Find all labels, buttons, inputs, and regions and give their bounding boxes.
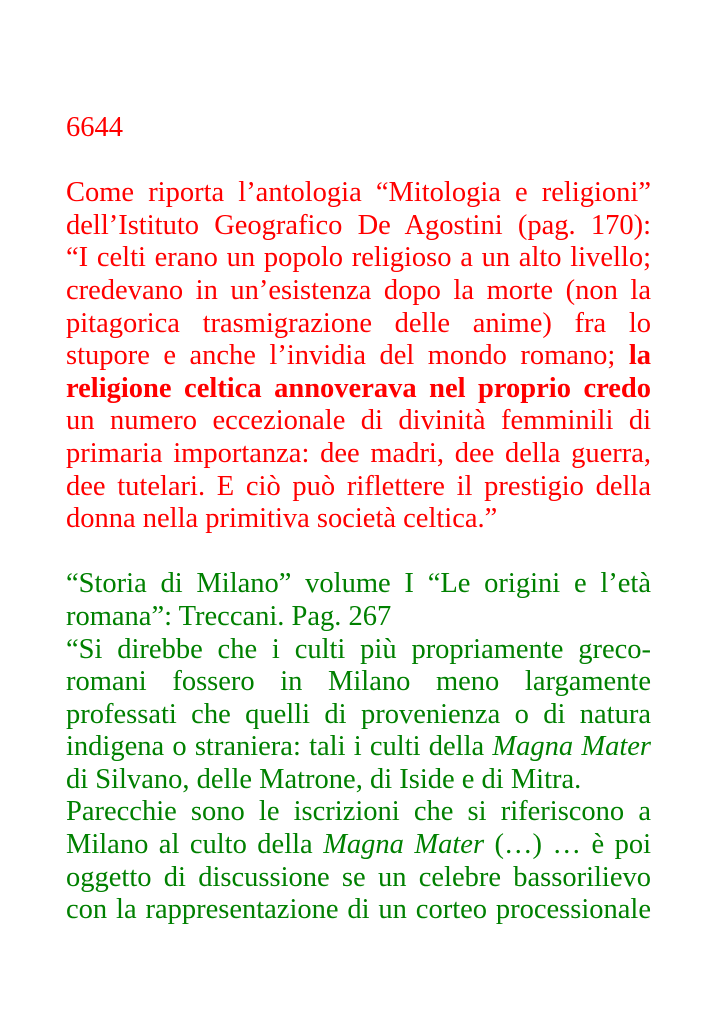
text-segment: indigena o straniera: tali i culti della — [66, 731, 485, 763]
paragraph-agostini-quote — [66, 177, 651, 536]
text-line: “Storia di Milano” volume I “Le origini e l’età — [66, 568, 651, 600]
text-line: con la rappresentazione di un corteo processionale — [66, 894, 651, 926]
spacer — [66, 536, 651, 569]
text-line — [66, 340, 651, 373]
italic-text-segment: Magna Mater — [323, 829, 485, 861]
text-line: di Silvano, delle Matrone, di Iside e di Mitra. — [66, 763, 582, 795]
bold-text-segment: la — [628, 340, 652, 372]
text-line: romana”: Treccani. Pag. 267 — [66, 600, 392, 632]
text-line: “Si direbbe che i culti più propriamente greco- — [66, 633, 651, 665]
text-line: un numero eccezionale di divinità femminili di — [66, 405, 651, 437]
text-line: dell’Istituto Geografico De Agostini (pag. 170): — [66, 209, 651, 241]
text-segment: Milano al culto della — [66, 829, 313, 861]
text-line: professati che quelli di provenienza o di natura — [66, 698, 651, 730]
text-line: primaria importanza: dee madri, dee della guerra, — [66, 437, 651, 469]
text-line — [66, 731, 651, 764]
text-line — [66, 373, 651, 406]
text-line: oggetto di discussione se un celebre bassorilievo — [66, 861, 651, 893]
document-number: 6644 — [66, 112, 123, 143]
text-segment: stupore e anche l’invidia del mondo romano; — [66, 340, 616, 372]
text-segment: (…) … è poi — [494, 829, 652, 861]
document-page — [66, 112, 651, 927]
text-line: romani fossero in Milano meno largamente — [66, 666, 651, 698]
bold-text-segment: religione celtica annoverava nel proprio credo — [66, 372, 651, 404]
text-line: Parecchie sono le iscrizioni che si riferiscono a — [66, 796, 651, 828]
text-line: Come riporta l’antologia “Mitologia e religioni” — [66, 177, 651, 209]
text-line: credevano in un’esistenza dopo la morte (non la — [66, 274, 651, 306]
text-line: donna nella primitiva società celtica.” — [66, 503, 498, 535]
text-line — [66, 829, 651, 862]
spacer — [66, 145, 651, 178]
text-line: “I celti erano un popolo religioso a un alto livello; — [66, 242, 651, 274]
text-line: pitagorica trasmigrazione delle anime) fra lo — [66, 307, 651, 339]
italic-text-segment: Magna Mater — [492, 731, 652, 763]
paragraph-storia-di-milano — [66, 568, 651, 927]
text-line: dee tutelari. E ciò può riflettere il prestigio della — [66, 470, 651, 502]
